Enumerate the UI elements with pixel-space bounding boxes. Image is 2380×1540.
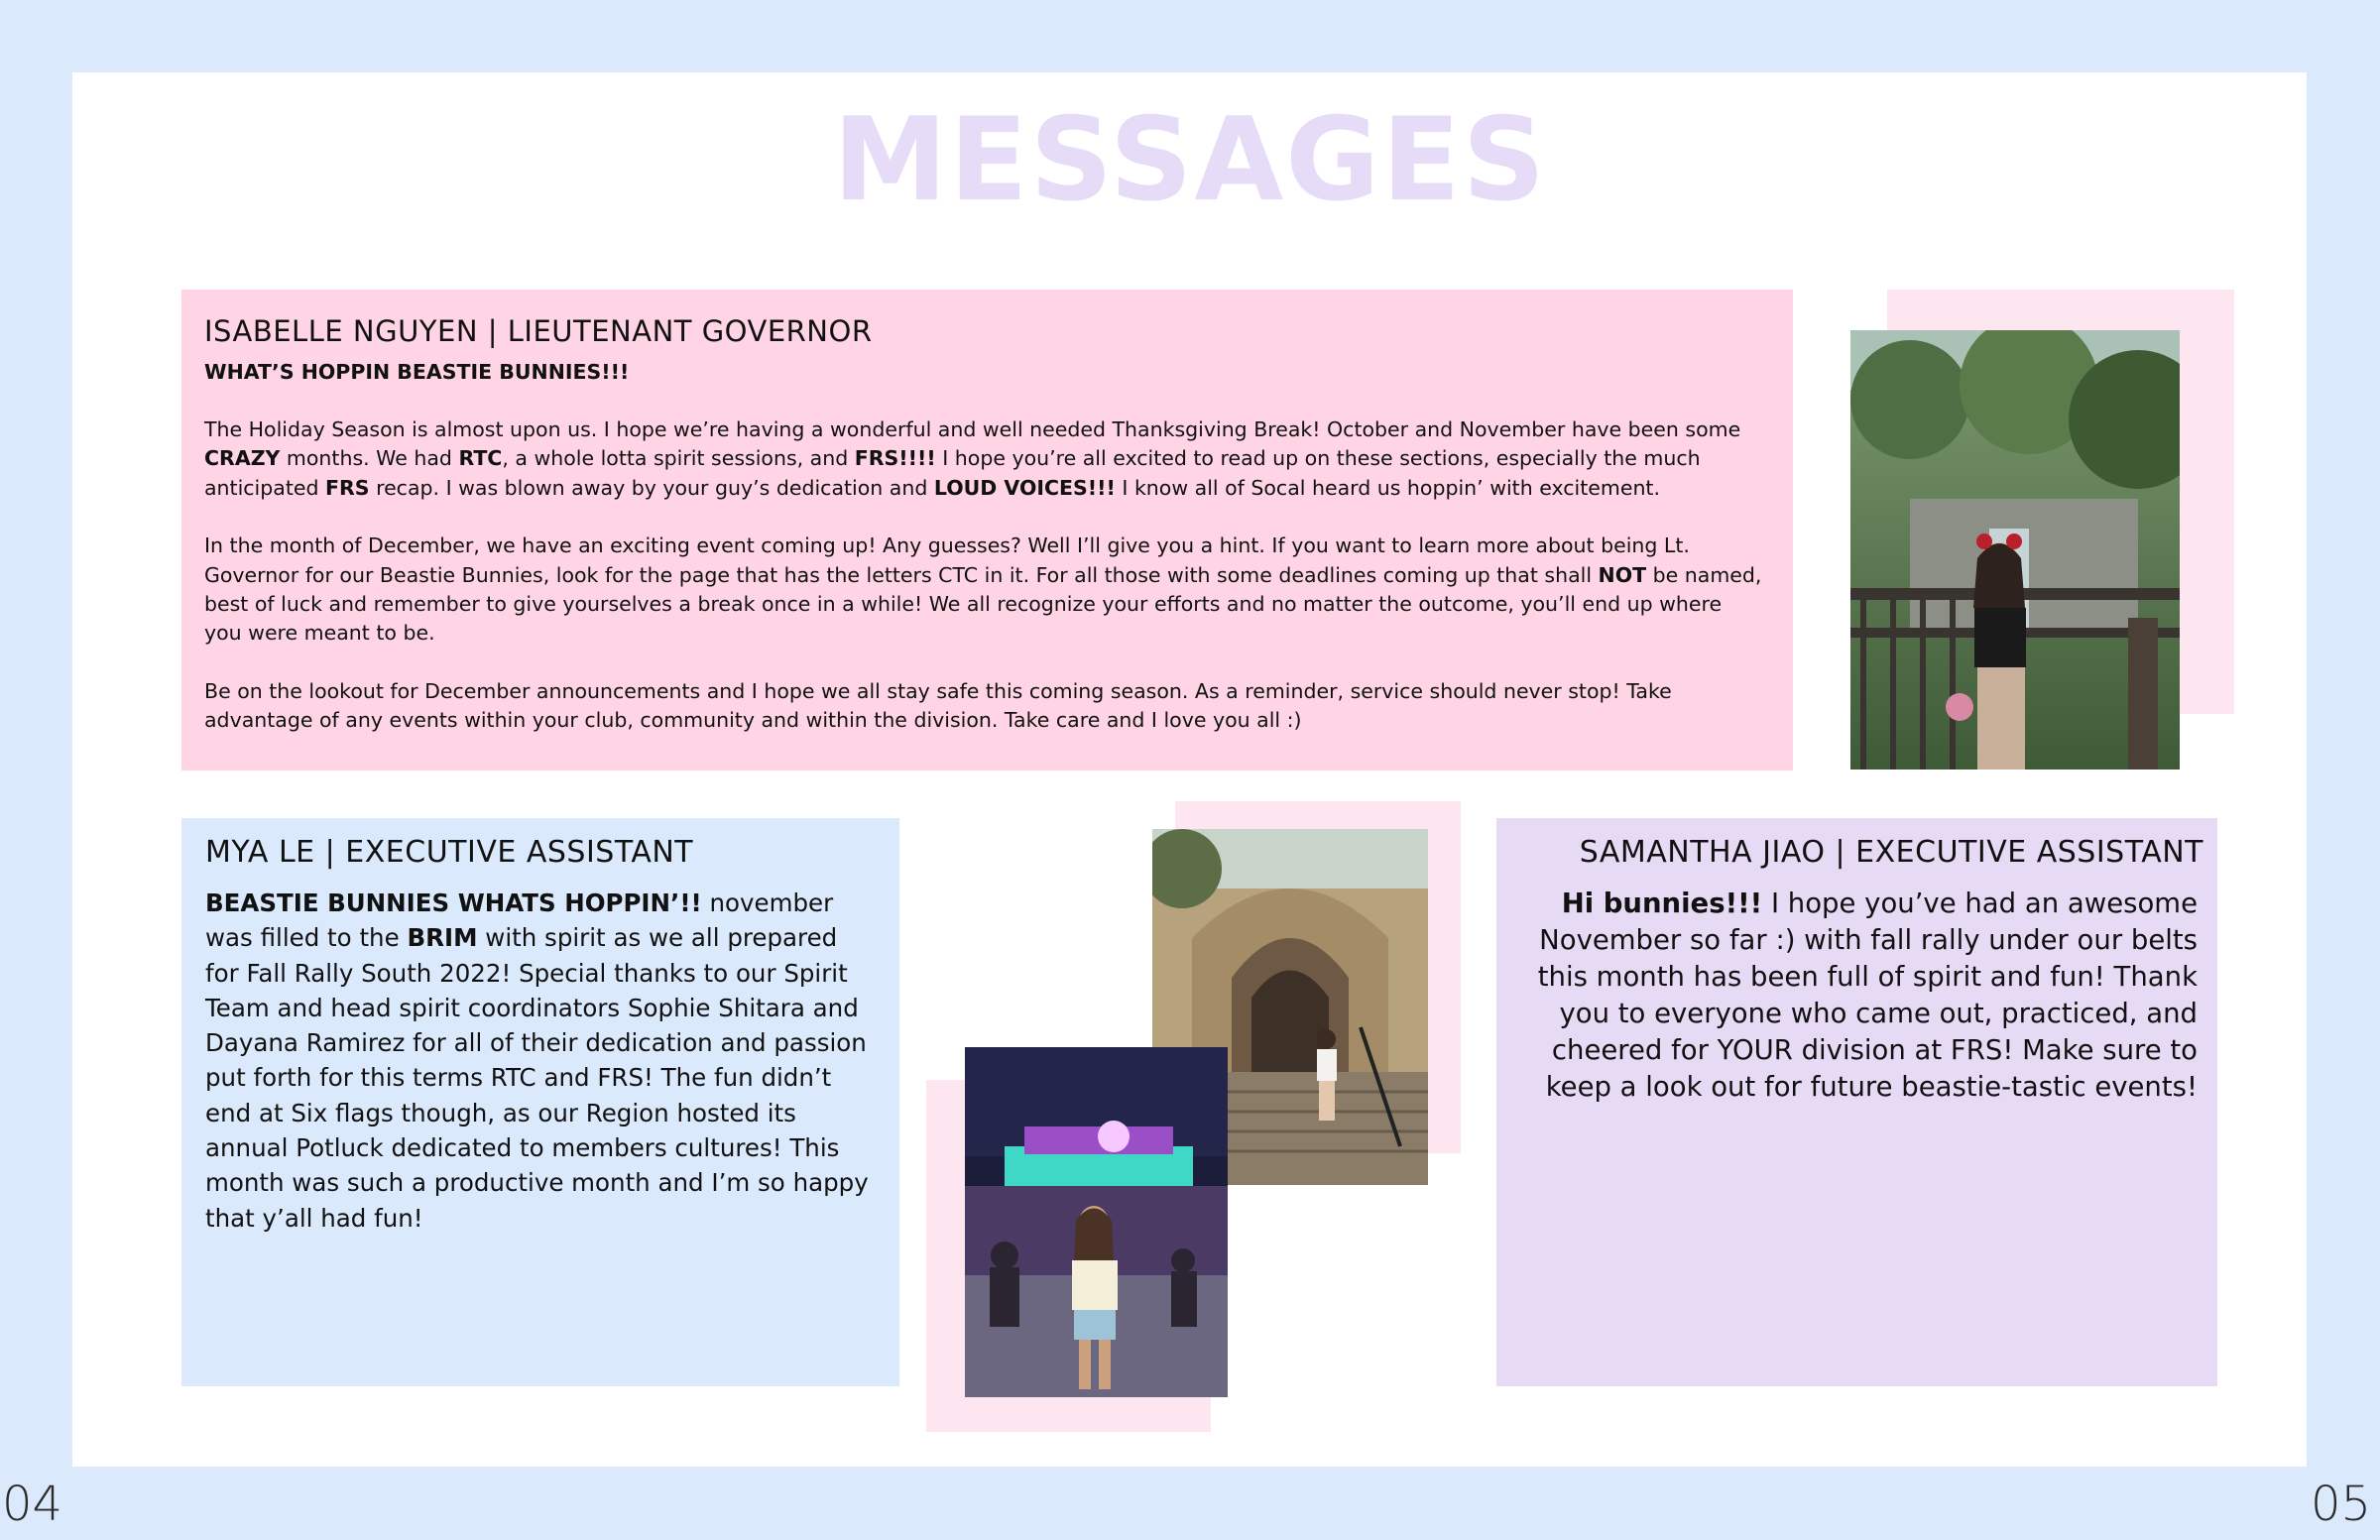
isabelle-paragraph-2: In the month of December, we have an exciting event coming up! Any guesses? Well I’ll give you a hint. If you want to learn more about being Lt. Governor for our Beastie Bunnies, look for the page that has the letters CTC in it. For all those with some deadlines coming up that shall NOT be named, best of luck and remember to give yourselves a break once in a while! We all recognize your efforts and no matter the outcome, you’ll end up where you were meant to be. bbox=[204, 533, 1762, 646]
isabelle-heading: ISABELLE NGUYEN | LIEUTENANT GOVERNOR bbox=[204, 314, 873, 348]
isabelle-paragraph-3: Be on the lookout for December announcements and I hope we all stay safe this coming season. As a reminder, service should never stop! Take advantage of any events within your club, community and within the division. Take care and I love you all :) bbox=[204, 678, 1672, 733]
photo-waterfall-garden-icon bbox=[1850, 330, 2180, 770]
isabelle-message-panel bbox=[181, 290, 1793, 770]
mya-message-panel bbox=[181, 818, 899, 1386]
isabelle-photo bbox=[1850, 330, 2180, 770]
samantha-message-body: Hi bunnies!!! I hope you’ve had an awesome November so far :) with fall rally under our belts this month has been full of spirit and fun! Thank you to everyone who came out, practiced, and cheered for YOUR division at FRS! Make sure to keep a look out for future beastie-tastic events! bbox=[1537, 888, 2198, 1103]
isabelle-paragraph-1: The Holiday Season is almost upon us. I hope we’re having a wonderful and well needed Thanksgiving Break! October and November have been some CRAZY months. We had RTC, a whole lotta spirit sessions, and FRS!!!! I hope you’re all excited to read up on these sections, especially the much anticipated FRS recap. I was blown away by your guy’s dedication and LOUD VOICES!!! I know all of Socal heard us hoppin’ with excitement. bbox=[204, 417, 1741, 500]
page-title: MESSAGES bbox=[832, 93, 1548, 227]
page-number-left: 04 bbox=[2, 1477, 63, 1532]
mya-photo-flos-cafe bbox=[965, 1047, 1228, 1397]
isabelle-greeting: WHAT’S HOPPIN BEASTIE BUNNIES!!! bbox=[204, 359, 630, 384]
samantha-heading: SAMANTHA JIAO | EXECUTIVE ASSISTANT bbox=[1579, 835, 2203, 870]
photo-night-cafe-icon bbox=[965, 1047, 1228, 1397]
page-number-right: 05 bbox=[2311, 1477, 2372, 1532]
samantha-message-panel bbox=[1496, 818, 2217, 1386]
isabelle-message-body bbox=[204, 358, 1763, 736]
mya-message-body: BEASTIE BUNNIES WHATS HOPPIN’!! november was filled to the BRIM with spirit as we all prepared for Fall Rally South 2022! Special thanks to our Spirit Team and head spirit coordinators Sophie Shitara and Dayana Ramirez for all of their dedication and passion put forth for this terms RTC and FRS! The fun didn’t end at Six flags though, as our Region hosted its annual Potluck dedicated to members cultures! This month was such a productive month and I’m so happy that y’all had fun! bbox=[205, 888, 869, 1233]
mya-heading: MYA LE | EXECUTIVE ASSISTANT bbox=[205, 835, 694, 870]
